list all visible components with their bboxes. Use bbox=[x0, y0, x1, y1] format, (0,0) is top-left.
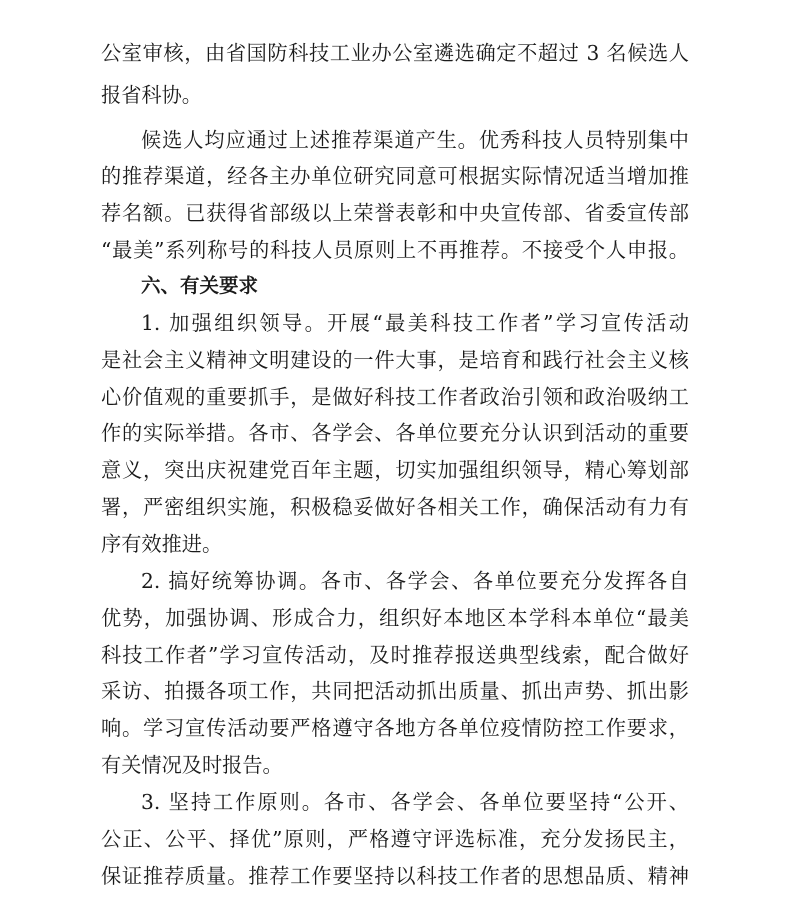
text-line: 采访、拍摄各项工作，共同把活动抓出质量、抓出声势、抓出影 bbox=[101, 679, 689, 703]
text-line: 意义，突出庆祝建党百年主题，切实加强组织领导，精心筹划部 bbox=[101, 458, 689, 482]
text-line: 候选人均应通过上述推荐渠道产生。优秀科技人员特别集中 bbox=[141, 128, 689, 152]
text-line: 科技工作者”学习宣传活动，及时推荐报送典型线索，配合做好 bbox=[101, 643, 689, 667]
text-line: 1. 加强组织领导。开展“最美科技工作者”学习宣传活动 bbox=[141, 311, 689, 335]
text-line: 署，严密组织实施，积极稳妥做好各相关工作，确保活动有力有 bbox=[101, 495, 689, 519]
text-line: 公正、公平、择优”原则，严格遵守评选标准，充分发扬民主， bbox=[101, 827, 689, 851]
text-line: 作的实际举措。各市、各学会、各单位要充分认识到活动的重要 bbox=[101, 421, 689, 445]
text-line: 报省科协。 bbox=[101, 83, 202, 107]
text-line: 3. 坚持工作原则。各市、各学会、各单位要坚持“公开、 bbox=[141, 790, 689, 814]
text-line: 有关情况及时报告。 bbox=[101, 753, 283, 777]
text-line: 心价值观的重要抓手，是做好科技工作者政治引领和政治吸纳工 bbox=[101, 385, 689, 409]
text-line: 是社会主义精神文明建设的一件大事，是培育和践行社会主义核 bbox=[101, 348, 689, 372]
text-line: 保证推荐质量。推荐工作要坚持以科技工作者的思想品质、精神 bbox=[101, 864, 689, 888]
text-line: 的推荐渠道，经各主办单位研究同意可根据实际情况适当增加推 bbox=[101, 164, 689, 188]
text-line: 序有效推进。 bbox=[101, 532, 223, 556]
text-line: 2. 搞好统筹协调。各市、各学会、各单位要充分发挥各自 bbox=[141, 569, 689, 593]
text-line: “最美”系列称号的科技人员原则上不再推荐。不接受个人申报。 bbox=[101, 238, 689, 262]
text-line: 公室审核，由省国防科技工业办公室遴选确定不超过 3 名候选人 bbox=[101, 41, 689, 65]
section-heading: 六、有关要求 bbox=[141, 274, 259, 297]
text-line: 优势，加强协调、形成合力，组织好本地区本学科本单位“最美 bbox=[101, 606, 689, 630]
text-line: 响。学习宣传活动要严格遵守各地方各单位疫情防控工作要求， bbox=[101, 716, 689, 740]
text-line: 荐名额。已获得省部级以上荣誉表彰和中央宣传部、省委宣传部 bbox=[101, 201, 689, 225]
